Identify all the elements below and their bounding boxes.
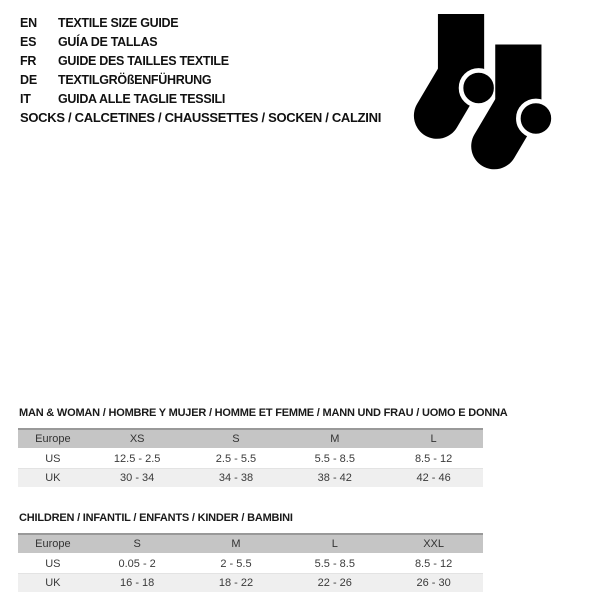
column-header-l: L [384,429,483,449]
language-label: GUIDE DES TAILLES TEXTILE [58,53,229,68]
size-cell: 8.5 - 12 [384,449,483,469]
children-size-table [18,533,483,592]
language-code: ES [20,34,37,49]
language-code: EN [20,15,37,30]
column-header-europe: Europe [18,534,88,554]
sock-right [494,45,553,147]
table-header-row [18,534,483,554]
language-code: DE [20,72,37,87]
table-row-uk [18,469,483,488]
column-header-l: L [285,534,384,554]
size-cell: 34 - 38 [187,469,286,488]
column-header-xxl: XXL [384,534,483,554]
size-cell: 5.5 - 8.5 [285,554,384,574]
language-label: TEXTILE SIZE GUIDE [58,15,179,30]
children-table-title: CHILDREN / INFANTIL / ENFANTS / KINDER / BAMBINI [19,512,293,524]
language-row-es [20,32,229,51]
language-label: TEXTILGRÖßENFÜHRUNG [58,72,212,87]
language-label: GUIDA ALLE TAGLIE TESSILI [58,91,226,106]
table-row-uk [18,574,483,593]
category-title: SOCKS / CALCETINES / CHAUSSETTES / SOCKEN / CALZINI [20,110,382,125]
sock-left [437,14,496,116]
language-row-fr [20,51,229,70]
man-woman-size-table [18,428,483,487]
column-header-m: M [285,429,384,449]
size-cell: 38 - 42 [285,469,384,488]
table-row-us [18,554,483,574]
column-header-m: M [187,534,286,554]
language-row-en [20,13,229,32]
size-cell: 0.05 - 2 [88,554,187,574]
row-label: US [18,449,88,469]
size-cell: 18 - 22 [187,574,286,593]
column-header-europe: Europe [18,429,88,449]
column-header-xs: XS [88,429,187,449]
table-row-us [18,449,483,469]
table-header-row [18,429,483,449]
language-row-it [20,89,229,108]
size-cell: 42 - 46 [384,469,483,488]
man-woman-size-section [18,407,508,487]
size-cell: 30 - 34 [88,469,187,488]
size-cell: 5.5 - 8.5 [285,449,384,469]
size-cell: 26 - 30 [384,574,483,593]
size-cell: 8.5 - 12 [384,554,483,574]
size-cell: 22 - 26 [285,574,384,593]
language-row-de [20,70,229,89]
size-cell: 16 - 18 [88,574,187,593]
row-label: US [18,554,88,574]
column-header-s: S [187,429,286,449]
language-code: IT [20,91,31,106]
column-header-s: S [88,534,187,554]
language-list [20,13,229,108]
size-cell: 12.5 - 2.5 [88,449,187,469]
children-size-section [18,512,483,592]
size-cell: 2.5 - 5.5 [187,449,286,469]
row-label: UK [18,469,88,488]
row-label: UK [18,574,88,593]
language-label: GUÍA DE TALLAS [58,34,158,49]
size-cell: 2 - 5.5 [187,554,286,574]
language-code: FR [20,53,37,68]
man-woman-table-title: MAN & WOMAN / HOMBRE Y MUJER / HOMME ET FEMME / MANN UND FRAU / UOMO E DONNA [19,407,508,419]
socks-icon [412,14,560,173]
